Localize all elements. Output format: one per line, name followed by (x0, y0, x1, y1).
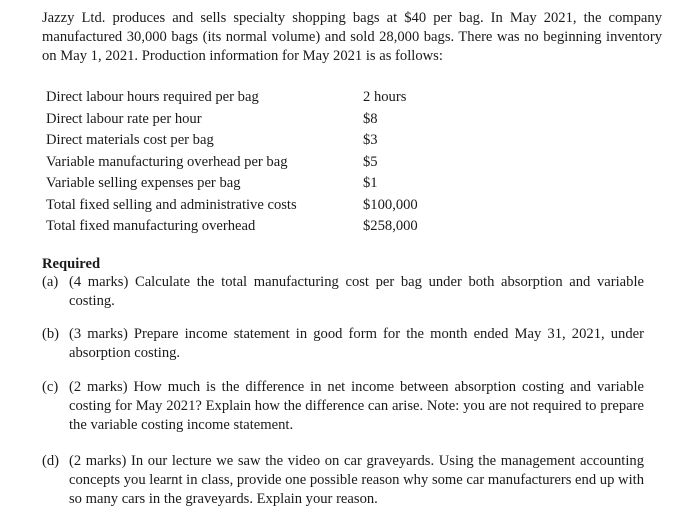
table-row (46, 195, 483, 217)
required-heading: Required (42, 256, 101, 272)
info-label: Direct labour rate per hour (46, 110, 202, 127)
question-d (42, 452, 644, 509)
intro-paragraph: Jazzy Ltd. produces and sells specialty shopping bags at $40 per bag. In May 2021, the company manufactured 30,000 bags (its normal volume) and sold 28,000 bags. There was no beginning inventory on May 1, 2021. Production information for May 2021 is as follows: (42, 10, 662, 64)
info-label: Direct materials cost per bag (46, 132, 214, 149)
table-row (46, 87, 483, 109)
info-label: Variable selling expenses per bag (46, 175, 241, 192)
question-text: (2 marks) In our lecture we saw the video on car graveyards. Using the management accounting concepts you learnt in class, provide one possible reason why some car manufacturers end up with so many cars in the graveyards. Explain your reason. (69, 453, 644, 507)
production-info-table (46, 87, 483, 238)
question-marker: (a) (42, 274, 59, 290)
question-marker: (c) (42, 379, 59, 395)
info-value: $258,000 (363, 218, 418, 235)
table-row (46, 216, 483, 238)
question-c (42, 378, 644, 435)
info-label: Total fixed selling and administrative costs (46, 196, 297, 213)
question-text: (3 marks) Prepare income statement in good form for the month ended May 31, 2021, under absorption costing. (69, 326, 644, 361)
question-a (42, 273, 644, 311)
info-value: 2 hours (363, 89, 407, 106)
table-row (46, 173, 483, 195)
info-value: $5 (363, 153, 378, 170)
info-value: $3 (363, 132, 378, 149)
question-text: (4 marks) Calculate the total manufacturing cost per bag under both absorption and variable costing. (69, 274, 644, 309)
question-marker: (d) (42, 453, 60, 469)
info-value: $100,000 (363, 196, 418, 213)
table-row (46, 152, 483, 174)
question-marker: (b) (42, 326, 60, 342)
info-value: $1 (363, 175, 378, 192)
table-row (46, 130, 483, 152)
table-row (46, 109, 483, 131)
question-text: (2 marks) How much is the difference in net income between absorption costing and variable costing for May 2021? Explain how the difference can arise. Note: you are not required to prepare the variable costing income statement. (69, 379, 644, 433)
info-label: Total fixed manufacturing overhead (46, 218, 256, 235)
question-b (42, 325, 644, 363)
info-label: Direct labour hours required per bag (46, 89, 259, 106)
info-value: $8 (363, 110, 378, 127)
info-label: Variable manufacturing overhead per bag (46, 153, 288, 170)
